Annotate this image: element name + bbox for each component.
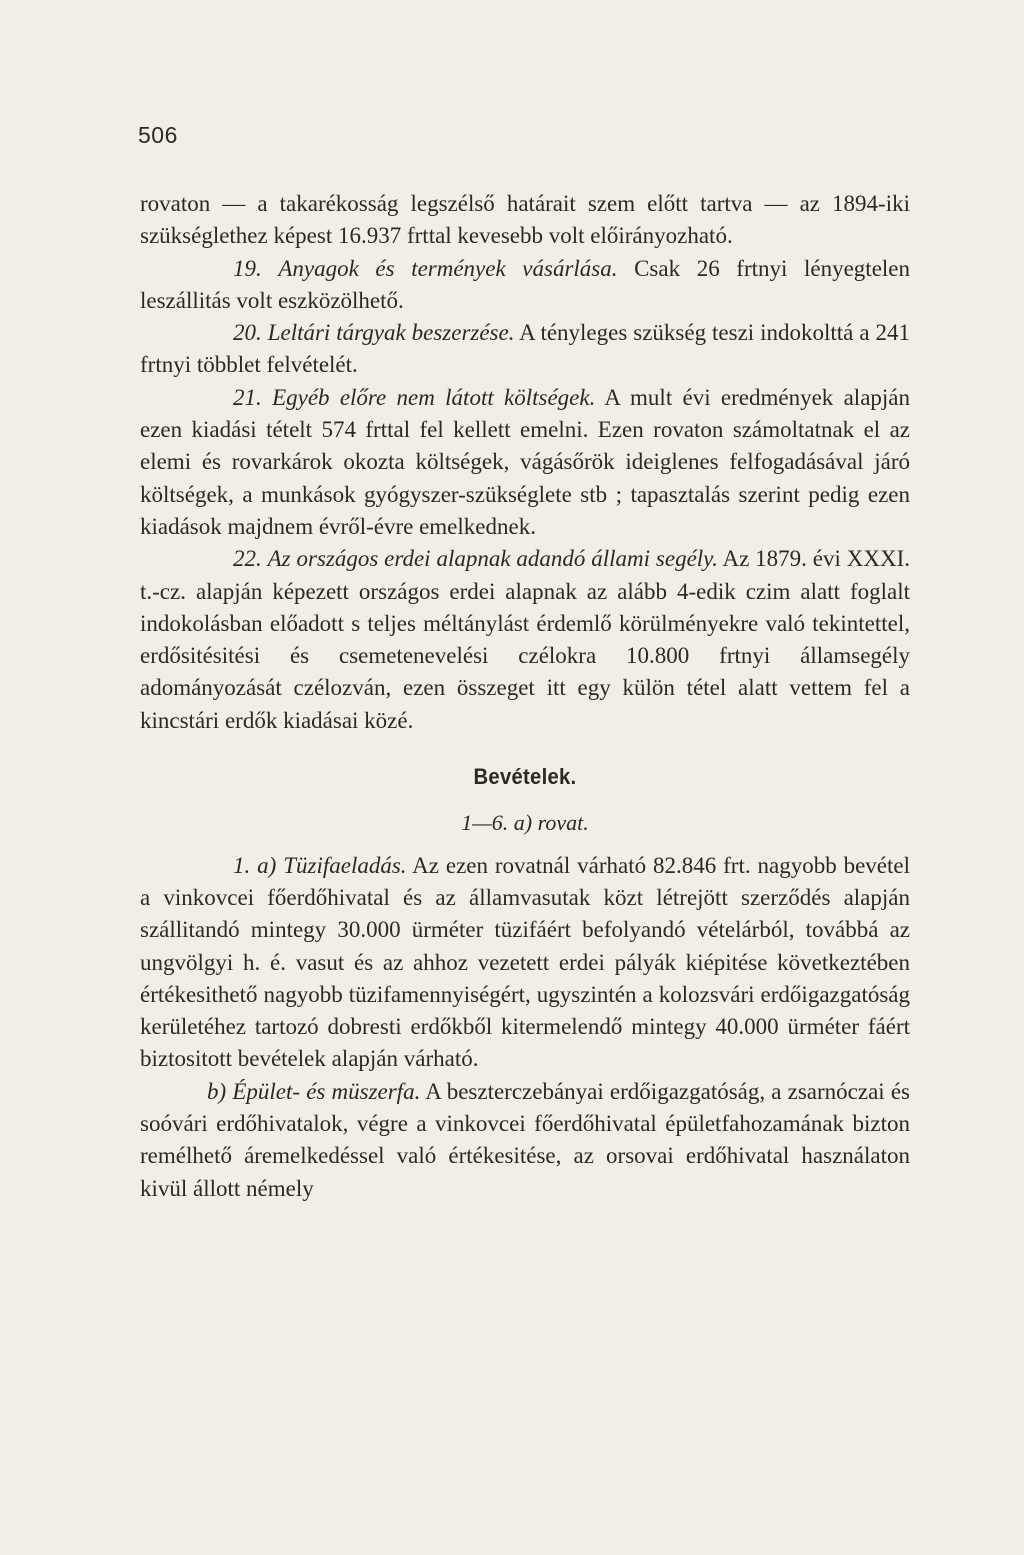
section-heading: Bevételek. — [473, 764, 577, 790]
item-title: Leltári tárgyak beszerzése. — [267, 320, 515, 346]
item-title: a) Tüzifaeladás. — [257, 852, 407, 878]
page-number: 506 — [138, 122, 178, 148]
item-number: 21. — [233, 384, 262, 410]
paragraph-item-22 — [140, 543, 910, 737]
document-body — [140, 188, 910, 1205]
item-number: 20. — [233, 320, 262, 346]
item-text: A tényleges szükség teszi indokolttá a 241 frtnyi többlet felvételét. — [140, 320, 910, 378]
item-title: Anyagok és termények vásárlása. — [278, 255, 618, 281]
item-number: b) — [207, 1078, 227, 1104]
item-text: Az 1879. évi XXXI. t.-cz. alapján képezett országos erdei alapnak az alább 4-edik czim alatt foglalt indokolásban előadott s teljes méltánylást érdemlő körülményekre való tekintettel, erdősitésitési és csemetenevelési czélokra 10.800 frtnyi államsegély adományozását czélozván, ezen összeget itt egy külön tétel alatt vettem fel a kincstári erdők kiadásai közé. — [140, 546, 910, 733]
paragraph-item-21 — [140, 382, 910, 543]
paragraph-item-19 — [140, 253, 910, 318]
item-title: Az országos erdei alapnak adandó állami segély. — [267, 546, 718, 572]
item-number: 19. — [233, 255, 262, 281]
item-text: Az ezen rovatnál várható 82.846 frt. nagyobb bevétel a vinkovcei főerdőhivatal és az államvasutak közt létrejött szerződés alapján szállitandó mintegy 30.000 ürméter tüzifáért befolyandó vételárból, továbbá az ungvölgyi h. é. vasut és az ahhoz vezetett erdei pályák kiépitése következtében értékesithető nagyobb tüzifamennyiségért, ugyszintén a kolozsvári erdőigazgatóság kerületéhez tartozó dobresti erdőkből kitermelendő mintegy 40.000 ürméter fáért biztositott bevételek alapján várható. — [140, 852, 911, 1072]
section-subheading: 1—6. a) rovat. — [461, 810, 589, 836]
item-number: 1. — [233, 852, 251, 878]
item-number: 22. — [233, 546, 262, 572]
item-text: A mult évi eredmények alapján ezen kiadási tételt 574 frttal fel kellett emelni. Ezen rovaton számoltatnak el az elemi és rovarkárok okozta költségek, vágásőrök ideiglenes felfogadásával járó költségek, a munkások gyógyszer-szükséglete stb ; tapasztalás szerint pedig ezen kiadások majdnem évről-évre emelkednek. — [140, 384, 911, 539]
item-text: Csak 26 frtnyi lényegtelen leszállitás volt eszközölhető. — [140, 255, 911, 313]
item-text: A beszterczebányai erdőigazgatóság, a zsarnóczai és soóvári erdőhivatalok, végre a vinkovcei főerdőhivatal épületfahozamának bizton remélhető áremelkedéssel való értékesitése, az orsovai erdőhivatal használaton kivül állott némely — [140, 1078, 911, 1201]
paragraph-revenue-1b — [140, 1076, 910, 1205]
paragraph-text: rovaton — a takarékosság legszélső határait szem előtt tartva — az 1894-iki szükséglethez képest 16.937 frttal kevesebb volt előirányozható. — [140, 191, 910, 249]
item-title: Egyéb előre nem látott költségek. — [272, 384, 596, 410]
item-title: Épület- és müszerfa. — [232, 1078, 421, 1104]
paragraph-item-20 — [140, 317, 910, 382]
paragraph-intro — [140, 188, 910, 253]
paragraph-revenue-1a — [140, 850, 910, 1076]
